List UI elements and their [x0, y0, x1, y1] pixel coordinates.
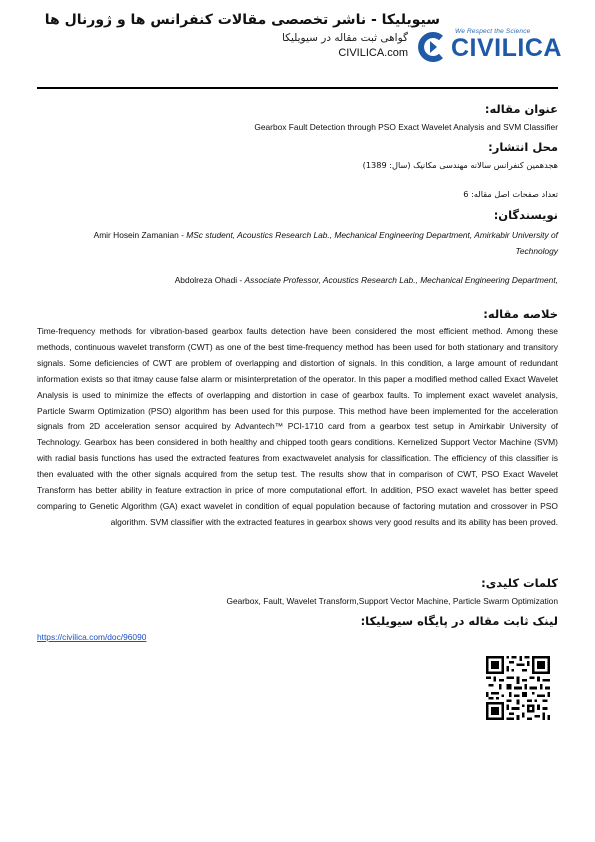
keywords-label: کلمات کلیدی: [481, 576, 558, 590]
civilica-logo [415, 28, 562, 66]
paper-title: Gearbox Fault Detection through PSO Exact Wavelet Analysis and SVM Classifier [254, 122, 558, 132]
header-title: سیویلیکا - ناشر تخصصی مقالات کنفرانس ها و ژورنال ها [44, 12, 440, 28]
header-divider [37, 87, 558, 89]
author-affiliation: MSc student, Acoustics Research Lab., Mechanical Engineering Department, Amirkabir University of Technology [186, 230, 558, 256]
page-count: تعداد صفحات اصل مقاله: 6 [463, 189, 558, 199]
civilica-logo-icon [415, 32, 449, 62]
qr-code [486, 656, 550, 720]
author-name: Abdolreza Ohadi - [174, 275, 245, 285]
header-subtitle: گواهی ثبت مقاله در سیویلیکا [281, 32, 408, 44]
author-affiliation: Associate Professor, Acoustics Research Lab., Mechanical Engineering Department, [244, 275, 558, 285]
logo-wordmark: CIVILICA [451, 34, 562, 62]
logo-tagline: We Respect the Science [455, 28, 531, 35]
author-entry [60, 227, 558, 259]
paper-title-label: عنوان مقاله: [484, 102, 558, 116]
header-site: CIVILICA.com [338, 47, 408, 59]
author-entry [60, 272, 558, 288]
venue-label: محل انتشار: [488, 140, 558, 154]
author-name: Amir Hosein Zamanian - [93, 230, 187, 240]
venue-value: هجدهمین کنفرانس سالانه مهندسی مکانیک (سال: 1389) [362, 160, 558, 170]
abstract-label: خلاصه مقاله: [483, 307, 558, 321]
permalink[interactable]: https://civilica.com/doc/96090 [37, 632, 147, 642]
abstract-text: Time-frequency methods for vibration-based gearbox faults detection have been considered the most efficient method. Among these methods, continuous wavelet transform (CWT) as one of the best time-frequency method has been used for both stationary and transitory signals. Some deficiencies of CWT are problem of overlapping and distortion of signals. In this condition, a large amount of redundant information exists so that itmay cause false alarm or misinterpretation of the operator. In this paper a modified method called Exact Wavelet Analysis is used to minimize the effects of overlapping and distortion in case of gearbox faults. To implement exact wavelet analysis, Particle Swarm Optimization (PSO) algorithm has been used for this purpose. This method have been implemented for the acceleration signals from 2D acceleration sensor acquired by Advantech™ PCI-1710 card from a gearbox test setup in Amirkabir University of Technology. Gearbox has been considered in both healthy and chipped tooth gears conditions. Kernelized Support Vector Machine (SVM) with radial basis functions has used the extracted features from exactwavelet analysis for classification. The efficiency of this classifier is then evaluated with the other signals acquired from the setup test. The results show that in comparison of CWT, PSO Exact Wavelet Transform has better ability in feature extraction in price of more computational effort. In addition, PSO exact wavelet has better speed comparing to Genetic Algorithm (GA) exact wavelet in condition of equal population because of factoring mutation and crossover in PSO algorithm. SVM classifier with the extracted features in gearbox shows very good results and its ability has been proved. [37, 326, 558, 527]
authors-label: نویسندگان: [493, 208, 558, 222]
keywords-value: Gearbox, Fault, Wavelet Transform,Support Vector Machine, Particle Swarm Optimization [226, 596, 558, 606]
permalink-label: لینک ثابت مقاله در پایگاه سیویلیکا: [360, 614, 558, 628]
